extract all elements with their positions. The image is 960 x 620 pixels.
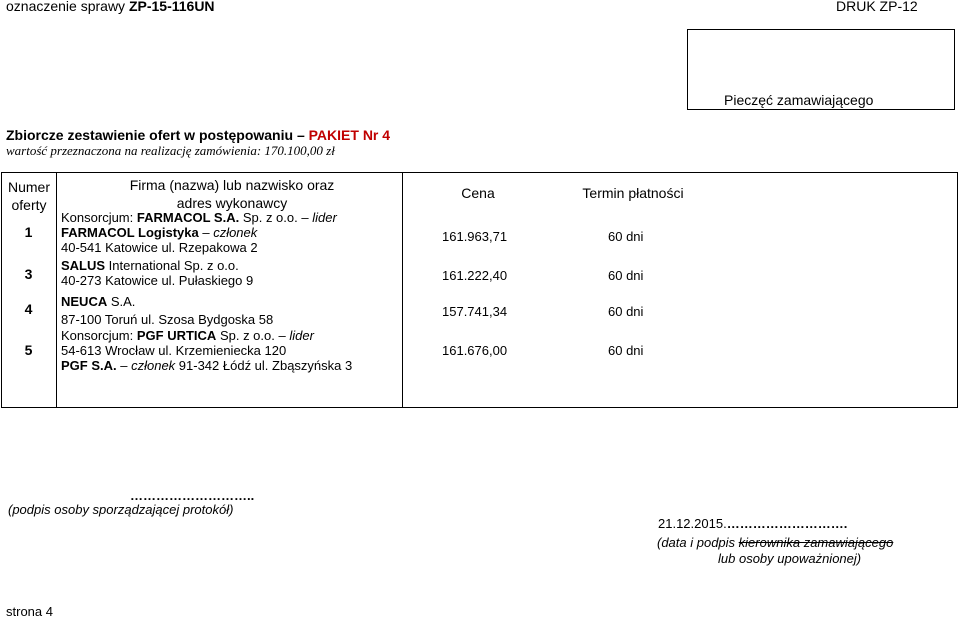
offer-firm <box>61 328 352 373</box>
approval-caption-line2: lub osoby upoważnionej) <box>718 551 862 566</box>
preparer-signature-caption: (podpis osoby sporządzającej protokół) <box>8 502 234 517</box>
approval-caption-line1 <box>657 535 893 550</box>
firm-line: 87-100 Toruń ul. Szosa Bydgoska 58 <box>61 312 274 327</box>
case-prefix: oznaczenie sprawy <box>6 0 126 14</box>
offer-number: 5 <box>24 342 33 358</box>
header-number-line2: oferty <box>11 197 47 213</box>
header-price: Cena <box>461 185 495 201</box>
offer-firm <box>61 294 273 327</box>
approval-date: 21.12.2015. <box>658 516 727 531</box>
stamp-label: Pieczęć zamawiającego <box>724 92 874 108</box>
form-code: DRUK ZP-12 <box>836 0 918 14</box>
approval-signature-dots: ………………………. <box>726 516 848 531</box>
firm-line: Konsorcjum: FARMACOL S.A. Sp. z o.o. – lider <box>61 210 337 225</box>
offer-firm <box>61 210 337 255</box>
case-number: ZP-15-116UN <box>128 0 215 14</box>
offer-number: 3 <box>24 266 33 282</box>
offer-price: 161.676,00 <box>442 343 508 358</box>
firm-line: 40-273 Katowice ul. Pułaskiego 9 <box>61 273 254 288</box>
header-firm-line2: adres wykonawcy <box>176 195 288 211</box>
offer-payment: 60 dni <box>608 268 644 283</box>
firm-line: SALUS International Sp. z o.o. <box>61 258 239 273</box>
offer-payment: 60 dni <box>608 229 644 244</box>
column-divider <box>56 173 57 407</box>
firm-line: PGF S.A. – członek 91-342 Łódź ul. Zbąszyńska 3 <box>61 358 353 373</box>
header-number-line1: Numer <box>7 179 50 195</box>
page-number: strona 4 <box>6 604 53 619</box>
column-divider <box>402 173 403 407</box>
offer-price: 161.222,40 <box>442 268 508 283</box>
package-label: PAKIET Nr 4 <box>308 127 391 143</box>
budget-line <box>6 143 335 159</box>
firm-line: Konsorcjum: PGF URTICA Sp. z o.o. – lider <box>61 328 314 343</box>
header-firm-line1: Firma (nazwa) lub nazwisko oraz <box>129 177 335 193</box>
firm-line: 54-613 Wrocław ul. Krzemieniecka 120 <box>61 343 287 358</box>
offer-number: 4 <box>24 301 33 317</box>
offers-table <box>1 172 958 408</box>
offer-number: 1 <box>24 224 33 240</box>
offer-firm <box>61 258 253 288</box>
header-payment: Termin płatności <box>582 185 684 201</box>
offer-price: 157.741,34 <box>442 304 508 319</box>
approval-date-line <box>658 516 847 531</box>
firm-line: 40-541 Katowice ul. Rzepakowa 2 <box>61 240 258 255</box>
offer-payment: 60 dni <box>608 343 644 358</box>
approval-caption-prefix: (data i podpis <box>657 535 739 550</box>
preparer-signature-line: ……………………….. <box>130 488 255 503</box>
case-reference <box>6 0 215 14</box>
approval-caption-strike: kierownika zamawiającego <box>738 535 894 550</box>
budget-value: 170.100,00 zł <box>264 143 335 158</box>
header-firm <box>122 176 342 212</box>
firm-line: NEUCA S.A. <box>61 294 136 309</box>
document-title <box>6 127 390 143</box>
title-main: Zbiorcze zestawienie ofert w postępowaniu – <box>6 127 305 143</box>
budget-label: wartość przeznaczona na realizację zamówienia: <box>6 143 262 158</box>
offer-price: 161.963,71 <box>442 229 508 244</box>
header-number <box>2 178 56 214</box>
firm-line: FARMACOL Logistyka – członek <box>61 225 258 240</box>
offer-payment: 60 dni <box>608 304 644 319</box>
